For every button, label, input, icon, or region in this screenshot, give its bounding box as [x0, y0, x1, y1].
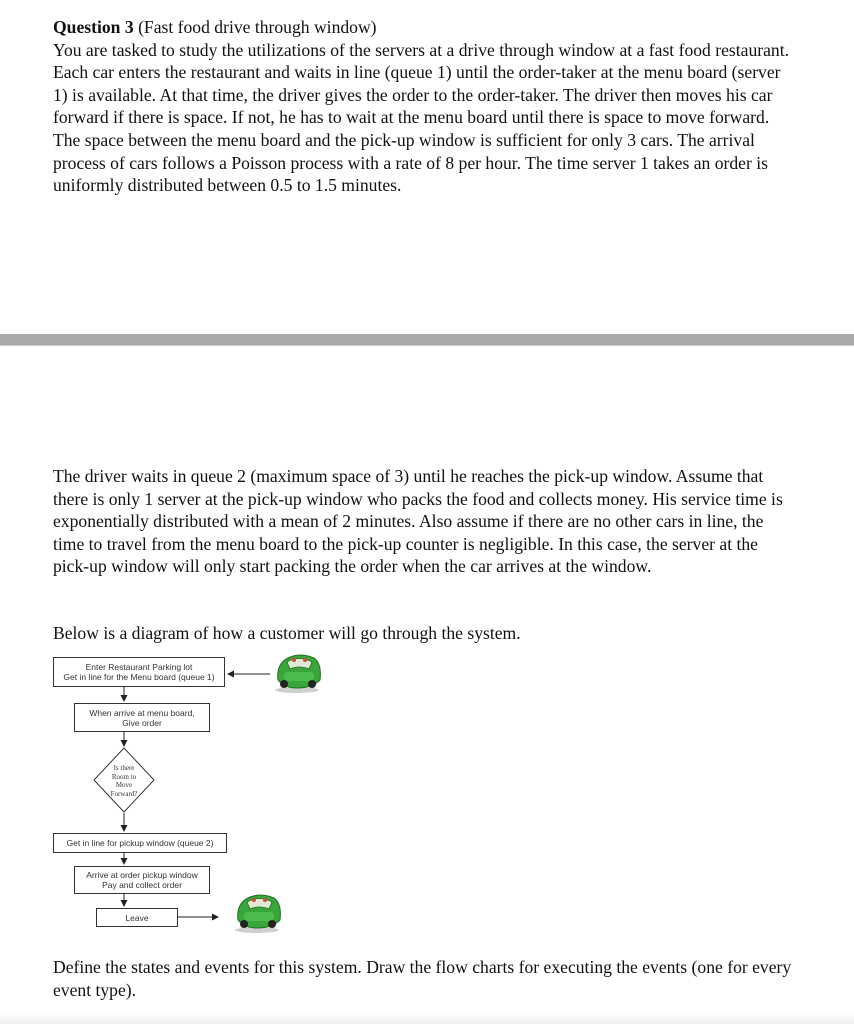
bottom-fade: [0, 1012, 854, 1024]
task-text: Define the states and events for this system. Draw the flow charts for executing the events (one for every event type).: [53, 957, 792, 1000]
decision-line-2: Room to: [111, 772, 137, 781]
green-car-icon: [275, 655, 320, 693]
enter-line-2: Get in line for the Menu board (queue 1): [63, 672, 215, 682]
order-line-1: When arrive at menu board,: [89, 707, 195, 718]
question-title: Question 3: [53, 17, 134, 37]
question-subtitle: (Fast food drive through window): [138, 17, 377, 37]
decision-text: [104, 764, 144, 798]
leave-box: [96, 908, 178, 927]
pickup-window-box: [74, 866, 210, 894]
continuation-text: The driver waits in queue 2 (maximum space of 3) until he reaches the pick-up window. Assume that there is only 1 server at the pick-up window who packs the food and collects money. His service time is exponentially distributed with a mean of 2 minutes. Also assume if there are no other cars in line, the time to travel from the menu board to the pick-up counter is negligible. In this case, the server at the pick-up window will only start packing the order when the car arrives at the window.: [53, 466, 783, 577]
enter-line-1: Enter Restaurant Parking lot: [85, 662, 193, 672]
leave-label: Leave: [125, 912, 149, 923]
queue2-box: [53, 833, 227, 853]
queue2-label: Get in line for pickup window (queue 2): [66, 838, 214, 848]
diagram-intro: Below is a diagram of how a customer will go through the system.: [53, 623, 521, 643]
decision-line-3: Move: [115, 781, 133, 789]
decision-line-4: Forward?: [110, 789, 138, 798]
decision-line-1: Is there: [113, 764, 135, 772]
pickup-line-1: Arrive at order pickup window: [86, 870, 198, 880]
question-body: You are tasked to study the utilizations of the servers at a drive through window at a fast food restaurant. Each car enters the restaurant and waits in line (queue 1) until the order-taker at the menu board (server 1) is available. At that time, the driver gives the order to the order-taker. The driver then moves his car forward if there is space. If not, he has to wait at the menu board until there is space to move forward. The space between the menu board and the pick-up window is sufficient for only 3 cars. The arrival process of cars follows a Poisson process with a rate of 8 per hour. The time server 1 takes an order is uniformly distributed between 0.5 to 1.5 minutes.: [53, 39, 789, 196]
pickup-line-2: Pay and collect order: [102, 880, 182, 890]
green-car-icon: [235, 895, 280, 933]
order-line-2: Give order: [122, 717, 162, 728]
